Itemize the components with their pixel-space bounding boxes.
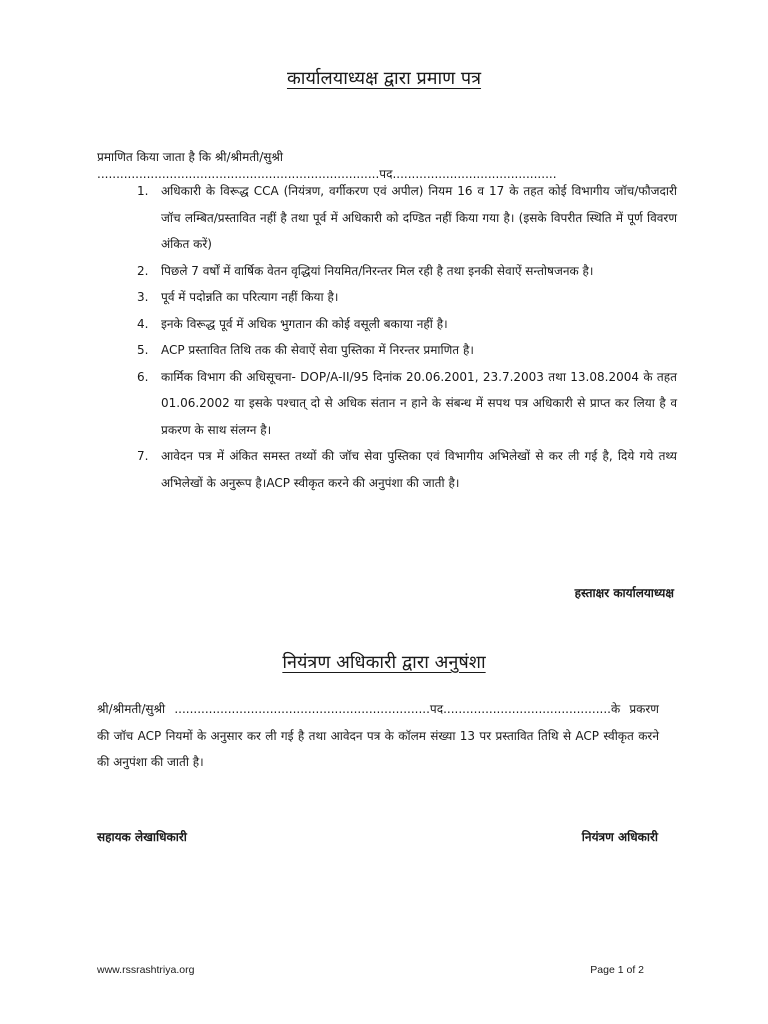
controlling-officer-signature: नियंत्रण अधिकारी: [581, 830, 658, 844]
assistant-accounts-officer-signature: सहायक लेखाधिकारी: [97, 830, 187, 844]
name-blank: ..........................................................................: [97, 167, 380, 181]
list-item-number: 6.: [137, 369, 149, 384]
office-head-signature: हस्ताक्षर कार्यालयाध्यक्ष: [574, 586, 674, 600]
list-item-text: पिछले 7 वर्षों में वार्षिक वेतन वृद्धियां नियमित/निरन्तर मिल रही है तथा इनकी सेवाऐं सन्तोषजनक है।: [161, 263, 594, 278]
list-item-text: इनके विरूद्ध पूर्व में अधिक भुगतान की कोई वसूली बकाया नहीं है।: [161, 316, 448, 331]
list-item-number: 5.: [137, 343, 149, 357]
page-title: कार्यालयाध्यक्ष द्वारा प्रमाण पत्र: [286, 68, 482, 89]
post-label: पद: [379, 167, 393, 181]
recommendation-paragraph: [97, 696, 659, 776]
list-item-number: 2.: [137, 263, 149, 278]
list-item-number: 7.: [137, 449, 149, 463]
footer-website: www.rssrashtriya.org: [97, 964, 195, 976]
list-item-number: 1.: [137, 184, 149, 198]
list-item-text: कार्मिक विभाग की अधिसूचना- DOP/A-II/95 दिनांक 20.06.2001, 23.7.2003 तथा 13.08.2004 के तहत 01.06.2002 या इसके पश्चात् दो से अधिक संतान न हाने के संबन्ध में सपथ पत्र अधिकारी से प्राप्त कर लिया है व प्रकरण के साथ संलग्न है।: [161, 369, 677, 437]
list-item: [137, 337, 677, 364]
footer-page-number: Page 1 of 2: [590, 964, 644, 976]
post-blank: ............................................: [443, 702, 611, 716]
list-item: [137, 284, 677, 311]
list-item: [137, 311, 677, 338]
list-item-text: आवेदन पत्र में अंकित समस्त तथ्यों की जॉच सेवा पुस्तिका एवं विभागीय अभिलेखों से कर ली गई है, दिये गये तथ्य अभिलेखों के अनुरूप है।ACP स्वीकृत करने की अनुपंशा की जाती है।: [161, 449, 677, 490]
list-item: [137, 443, 677, 496]
list-item: [137, 178, 677, 258]
recommend-text: के प्रकरण की जॉच ACP नियमों के अनुसार कर ली गई है तथा आवेदन पत्र के कॉलम संख्या 13 पर प्रस्तावित तिथि से ACP स्वीकृत करने की अनुपंशा की जाती है।: [97, 702, 659, 769]
list-item-text: ACP प्रस्तावित तिथि तक की सेवाऐं सेवा पुस्तिका में निरन्तर प्रमाणित है।: [161, 343, 474, 357]
list-item-text: पूर्व में पदोन्नति का परित्याग नहीं किया है।: [161, 290, 339, 304]
post-label: पद: [429, 702, 444, 716]
section-title: नियंत्रण अधिकारी द्वारा अनुषंशा: [282, 652, 486, 673]
list-item-text: अधिकारी के विरूद्ध CCA (नियंत्रण, वर्गीकरण एवं अपील) नियम 16 व 17 के तहत कोई विभागीय जॉच/फौजदारी जॉच लम्बित/प्रस्तावित नहीं है तथा पूर्व में अधिकारी को दण्डित नहीं किया गया है। (इसके विपरीत स्थिति में पूर्ण विवरण अंकित करें): [161, 184, 677, 251]
certification-line: [97, 148, 682, 182]
list-item: [137, 258, 677, 285]
list-item-number: 3.: [137, 290, 149, 304]
recommend-prefix: श्री/श्रीमती/सुश्री: [97, 702, 166, 716]
certification-list: [137, 178, 677, 496]
certify-prefix: प्रमाणित किया जाता है कि श्री/श्रीमती/सुश्री: [97, 150, 283, 164]
list-item: [137, 364, 677, 444]
name-blank: ...................................................................: [174, 702, 430, 716]
post-blank: ...........................................: [392, 167, 557, 181]
list-item-number: 4.: [137, 316, 149, 331]
